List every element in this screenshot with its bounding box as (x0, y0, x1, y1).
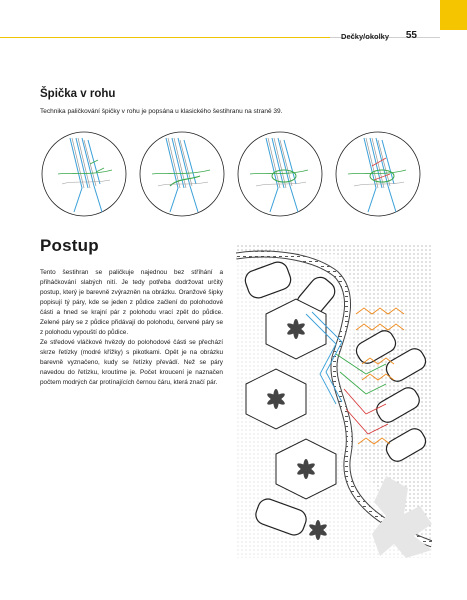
postup-body (40, 268, 223, 388)
lace-pattern-diagram (236, 244, 432, 558)
header-rule (0, 37, 330, 38)
running-title: Dečky/okolky (341, 32, 389, 41)
page-number: 55 (405, 30, 417, 41)
corner-diagram-3 (238, 132, 322, 216)
intro-text: Technika paličkování špičky v rohu je popsána u klasického šestihranu na straně 39. (40, 108, 283, 115)
postup-paragraph-1: Tento šestihran se paličkuje najednou bez stříhání a přiháčkování slabých nití. Je tedy potřeba dodržovat určitý postup, který je barevně zvýrazněn na obrázku. Oranžové šipky popisují tý páry, kde se jeden z půdice začlení do polohodové části a hned se krajní pár z polohodu vrací zpět do půdice. Zelené páry se z půdice přidávají do polohodu, červené páry se z polohodu vypouští do půdice. (40, 269, 223, 336)
page-corner-tab (440, 0, 467, 30)
postup-heading: Postup (40, 236, 99, 255)
section-title: Špička v rohu (40, 88, 116, 100)
corner-diagrams (40, 128, 425, 220)
corner-diagram-2 (140, 132, 224, 216)
corner-diagram-4 (336, 132, 420, 216)
corner-diagram-1 (42, 132, 126, 216)
postup-paragraph-2: Ze středové vláčkové hvězdy do polohodové části se přechází skrze řetízky (modré křížky) s pikotkami. Opět je na obrázku barevně vyznačeno, kudy se řetízky převádí. Než se páry navedou do řetízku, kroutíme je. Počet kroucení je naznačen počtem modrých čar protínajících černou čáru, která značí pár. (40, 339, 223, 386)
